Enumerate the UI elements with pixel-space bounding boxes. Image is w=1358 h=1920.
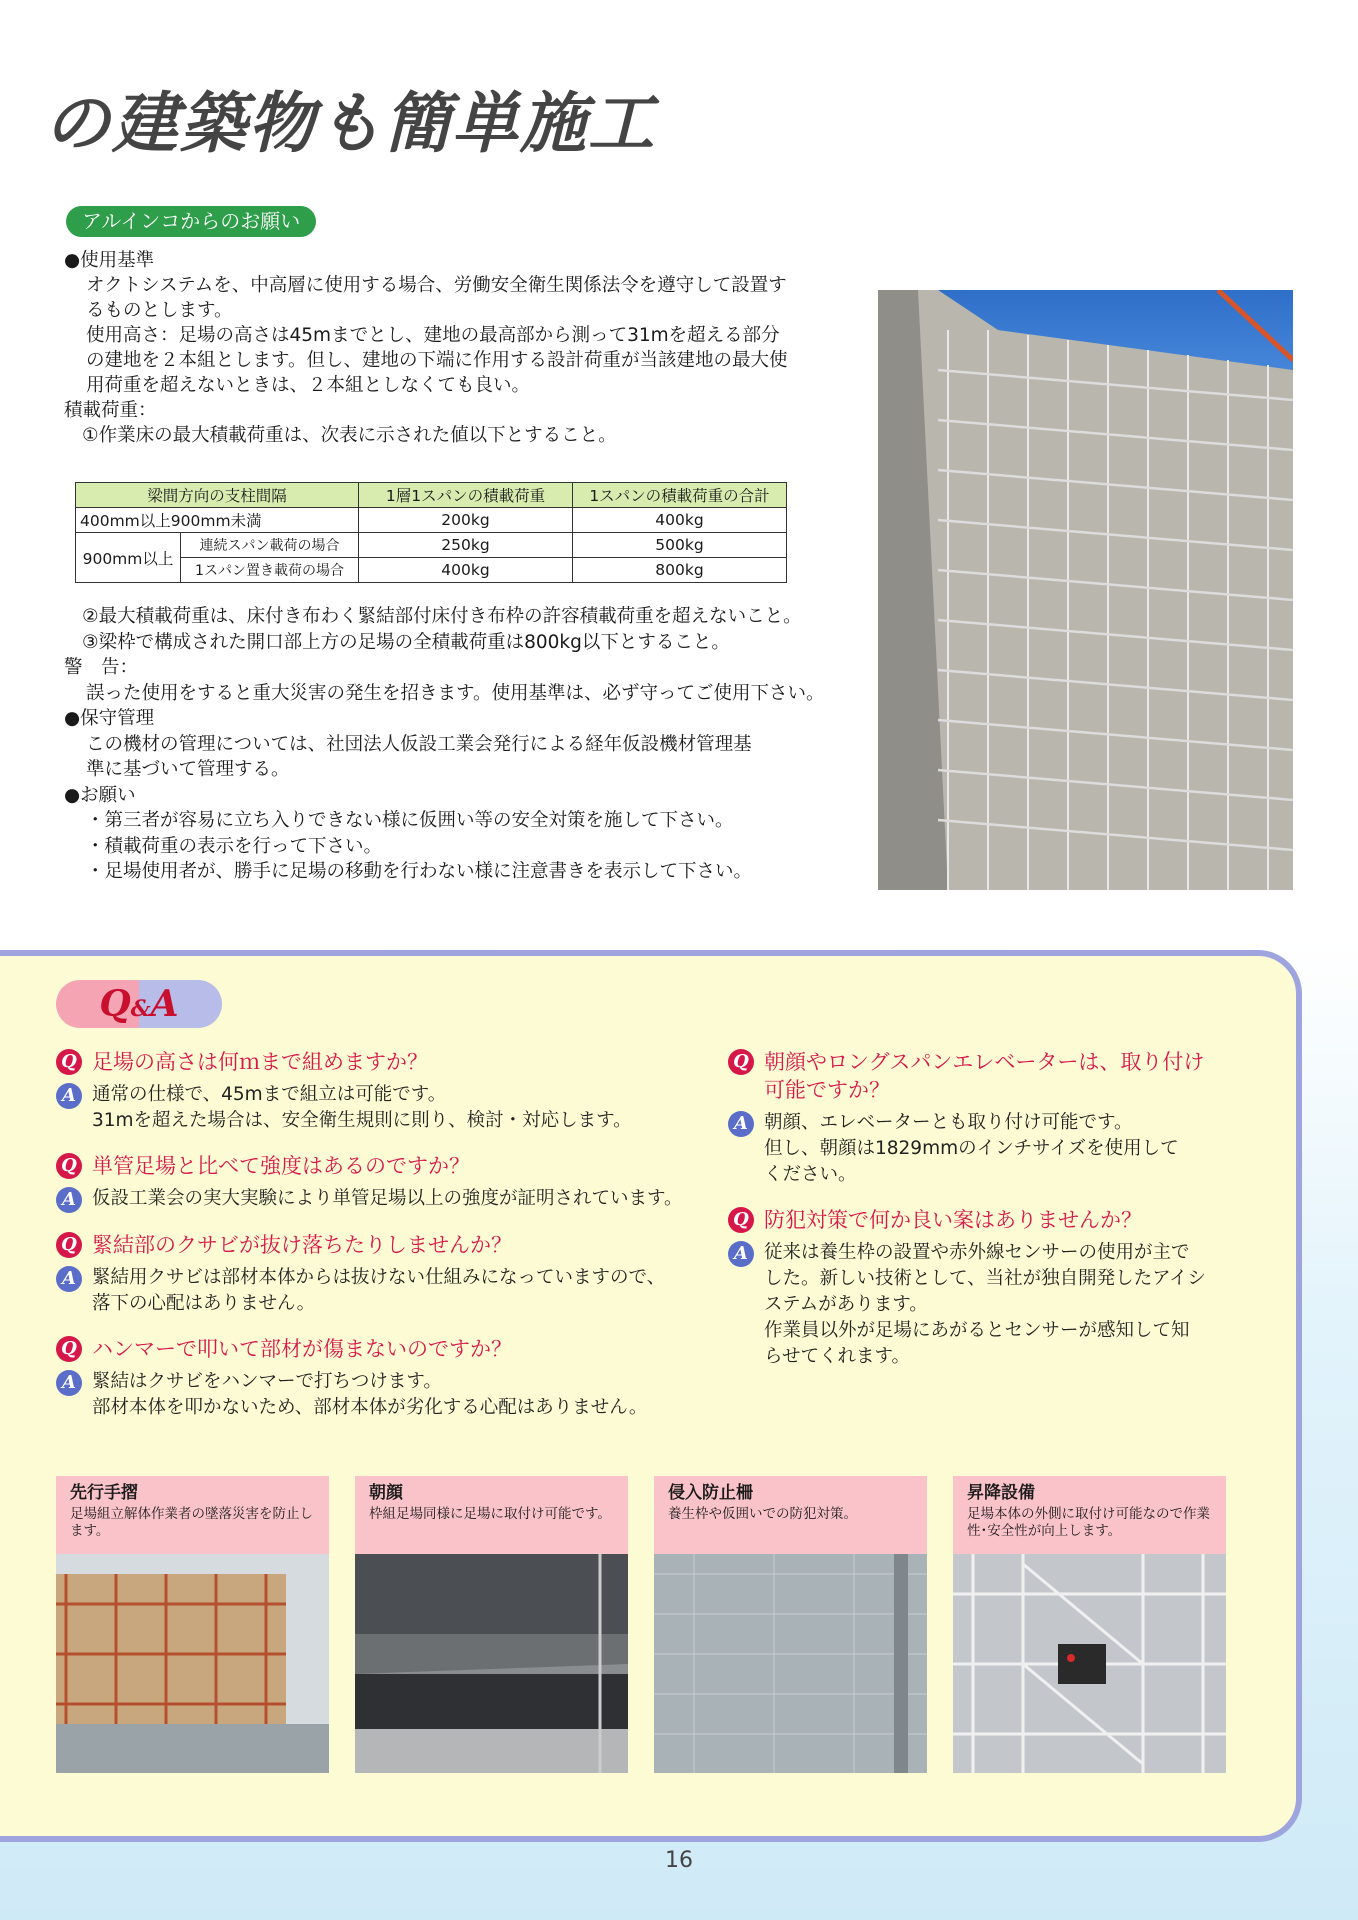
qa-answer — [56, 1265, 716, 1317]
feature-text: 足場本体の外側に取付け可能なので作業性･安全性が向上します。 — [967, 1506, 1210, 1539]
qa-badge — [56, 980, 222, 1028]
answer-text: 但し、朝顔は1829mmのインチサイズを使用して — [764, 1138, 1179, 1159]
table-cell: 400kg — [573, 508, 787, 533]
question-text: ハンマーで叩いて部材が傷まないのですか？ — [92, 1337, 512, 1361]
text-line: オクトシステムを、中高層に使用する場合、労働安全衛生関係法令を遵守して設置す — [86, 275, 787, 296]
qa-item — [56, 1152, 716, 1213]
feature-caption — [56, 1476, 329, 1554]
question-icon: Q — [728, 1049, 754, 1075]
intrusion-fence-photo — [654, 1554, 927, 1773]
question-text: 朝顔やロングスパンエレベーターは、取り付け — [764, 1050, 1205, 1074]
qa-item — [728, 1048, 1248, 1188]
answer-text: 部材本体を叩かないため、部材本体が劣化する心配はありません。 — [92, 1397, 648, 1418]
qa-item — [56, 1048, 716, 1134]
qa-badge-q: Q — [99, 983, 131, 1025]
text-line: るものとします。 — [86, 300, 233, 321]
answer-text: ステムがあります。 — [764, 1294, 928, 1315]
table-cell: 200kg — [359, 508, 573, 533]
usage-standards-text — [64, 248, 854, 448]
text-line: ●お願い — [64, 784, 136, 806]
qa-question — [56, 1048, 716, 1076]
question-icon: Q — [56, 1336, 82, 1362]
morning-glory-photo — [355, 1554, 628, 1773]
feature-handrail — [56, 1476, 329, 1773]
qa-question — [56, 1152, 716, 1180]
table-cell: 800kg — [573, 558, 787, 583]
text-line: ●保守管理 — [64, 708, 155, 729]
handrail-illustration — [56, 1554, 329, 1773]
text-line: 誤った使用をすると重大災害の発生を招きます。使用基準は、必ず守ってご使用下さい。 — [86, 682, 825, 704]
table-cell: 500kg — [573, 533, 787, 558]
feature-caption — [953, 1476, 1226, 1554]
question-icon: Q — [56, 1049, 82, 1075]
answer-text: 従来は養生枠の設置や赤外線センサーの使用が主で — [764, 1242, 1190, 1263]
answer-text: 作業員以外が足場にあがるとセンサーが感知して知 — [764, 1320, 1190, 1341]
feature-intrusion-fence — [654, 1476, 927, 1773]
feature-caption — [654, 1476, 927, 1554]
stair-access-photo — [953, 1554, 1226, 1773]
table-cell: 1スパン置き載荷の場合 — [181, 558, 359, 583]
text-line: この機材の管理については、社団法人仮設工業会発行による経年仮設機材管理基 — [86, 733, 752, 755]
question-icon: Q — [56, 1232, 82, 1258]
table-cell: 400kg — [359, 558, 573, 583]
answer-text: 31mを超えた場合は、安全衛生規則に則り、検討・対応します。 — [92, 1110, 632, 1131]
feature-title: 昇降設備 — [967, 1483, 1035, 1503]
scaffold-building-illustration — [878, 290, 1293, 890]
table-cell: 400mm以上900mm未満 — [76, 508, 359, 533]
question-icon: Q — [56, 1153, 82, 1179]
notes-text — [64, 604, 864, 885]
text-line: ・第三者が容易に立ち入りできない様に仮囲い等の安全対策を施して下さい。 — [86, 810, 734, 831]
qa-question — [56, 1231, 716, 1259]
answer-text: 緊結はクサビをハンマーで打ちつけます。 — [92, 1371, 442, 1392]
qa-answer — [728, 1110, 1248, 1188]
answer-text: 緊結用クサビは部材本体からは抜けない仕組みになっていますので、 — [92, 1267, 666, 1288]
qa-item — [728, 1206, 1248, 1370]
feature-title: 侵入防止柵 — [668, 1483, 753, 1503]
answer-text: らせてくれます。 — [764, 1346, 910, 1367]
text-line: 積載荷重： — [64, 400, 157, 421]
notice-label: アルインコからのお願い — [66, 206, 316, 237]
table-cell: 900mm以上 — [76, 533, 181, 583]
qa-answer — [56, 1369, 716, 1421]
text-line: ②最大積載荷重は、床付き布わく緊結部付床付き布枠の許容積載荷重を超えないこと。 — [82, 606, 802, 627]
morning-glory-illustration — [355, 1554, 628, 1773]
question-text: 単管足場と比べて強度はあるのですか？ — [92, 1154, 470, 1178]
table-cell: 連続スパン載荷の場合 — [181, 533, 359, 558]
text-line: 使用高さ：足場の高さは45mまでとし、建地の最高部から測って31mを超える部分 — [86, 325, 780, 346]
feature-caption — [355, 1476, 628, 1554]
table-cell: 250kg — [359, 533, 573, 558]
answer-icon: A — [728, 1111, 754, 1137]
answer-icon: A — [56, 1083, 82, 1109]
feature-text: 養生枠や仮囲いでの防犯対策。 — [668, 1506, 857, 1522]
feature-title: 先行手摺 — [70, 1483, 138, 1503]
scaffold-building-photo — [878, 290, 1293, 890]
qa-badge-a: A — [150, 983, 179, 1025]
qa-item — [56, 1231, 716, 1317]
text-line: 警 告： — [64, 657, 139, 678]
qa-left-column — [56, 1048, 716, 1439]
stair-access-illustration — [953, 1554, 1226, 1773]
answer-text: 通常の仕様で、45mまで組立は可能です。 — [92, 1084, 447, 1105]
qa-right-column — [728, 1048, 1248, 1388]
answer-text: 朝顔、エレベーターとも取り付け可能です。 — [764, 1112, 1133, 1133]
qa-question — [56, 1335, 716, 1363]
text-line: の建地を２本組とします。但し、建地の下端に作用する設計荷重が当該建地の最大使 — [86, 350, 788, 371]
qa-item — [56, 1335, 716, 1421]
qa-answer — [56, 1082, 716, 1134]
table-header: 1層1スパンの積載荷重 — [359, 483, 573, 508]
question-text: 足場の高さは何ｍまで組めますか？ — [92, 1050, 428, 1074]
qa-answer — [728, 1240, 1248, 1370]
feature-stair-access — [953, 1476, 1226, 1773]
feature-morning-glory — [355, 1476, 628, 1773]
text-line: ・積載荷重の表示を行って下さい。 — [86, 835, 383, 857]
text-line: ●使用基準 — [64, 250, 155, 271]
table-header: 梁間方向の支柱間隔 — [76, 483, 359, 508]
answer-text: した。新しい技術として、当社が独自開発したアイシ — [764, 1268, 1206, 1289]
load-table — [75, 482, 787, 583]
qa-question — [728, 1048, 1248, 1104]
answer-icon: A — [56, 1187, 82, 1213]
question-text: 緊結部のクサビが抜け落ちたりしませんか？ — [92, 1233, 512, 1257]
page-number: 16 — [665, 1848, 693, 1873]
page-title: の建築物も簡単施工 — [44, 85, 656, 162]
text-line: 準に基づいて管理する。 — [86, 759, 290, 780]
question-text: 可能ですか？ — [764, 1078, 890, 1102]
qa-badge-amp: & — [130, 996, 151, 1022]
text-line: ・足場使用者が、勝手に足場の移動を行わない様に注意書きを表示して下さい。 — [86, 861, 753, 882]
text-line: 用荷重を超えないときは、２本組としなくても良い。 — [86, 375, 531, 396]
answer-text: 仮設工業会の実大実験により単管足場以上の強度が証明されています。 — [92, 1188, 683, 1209]
table-header: 1スパンの積載荷重の合計 — [573, 483, 787, 508]
answer-text: 落下の心配はありません。 — [92, 1293, 316, 1314]
handrail-photo — [56, 1554, 329, 1773]
feature-title: 朝顔 — [369, 1483, 403, 1503]
qa-question — [728, 1206, 1248, 1234]
qa-answer — [56, 1186, 716, 1213]
text-line: ①作業床の最大積載荷重は、次表に示された値以下とすること。 — [82, 425, 617, 446]
answer-icon: A — [56, 1370, 82, 1396]
answer-icon: A — [56, 1266, 82, 1292]
question-text: 防犯対策で何か良い案はありませんか？ — [764, 1208, 1142, 1232]
feature-text: 足場組立解体作業者の墜落災害を防止します。 — [70, 1506, 313, 1539]
intrusion-fence-illustration — [654, 1554, 927, 1773]
feature-text: 枠組足場同様に足場に取付け可能です。 — [369, 1506, 611, 1522]
question-icon: Q — [728, 1207, 754, 1233]
text-line: ③梁枠で構成された開口部上方の足場の全積載荷重は800kg以下とすること。 — [82, 631, 730, 653]
answer-icon: A — [728, 1241, 754, 1267]
answer-text: ください。 — [764, 1164, 857, 1185]
